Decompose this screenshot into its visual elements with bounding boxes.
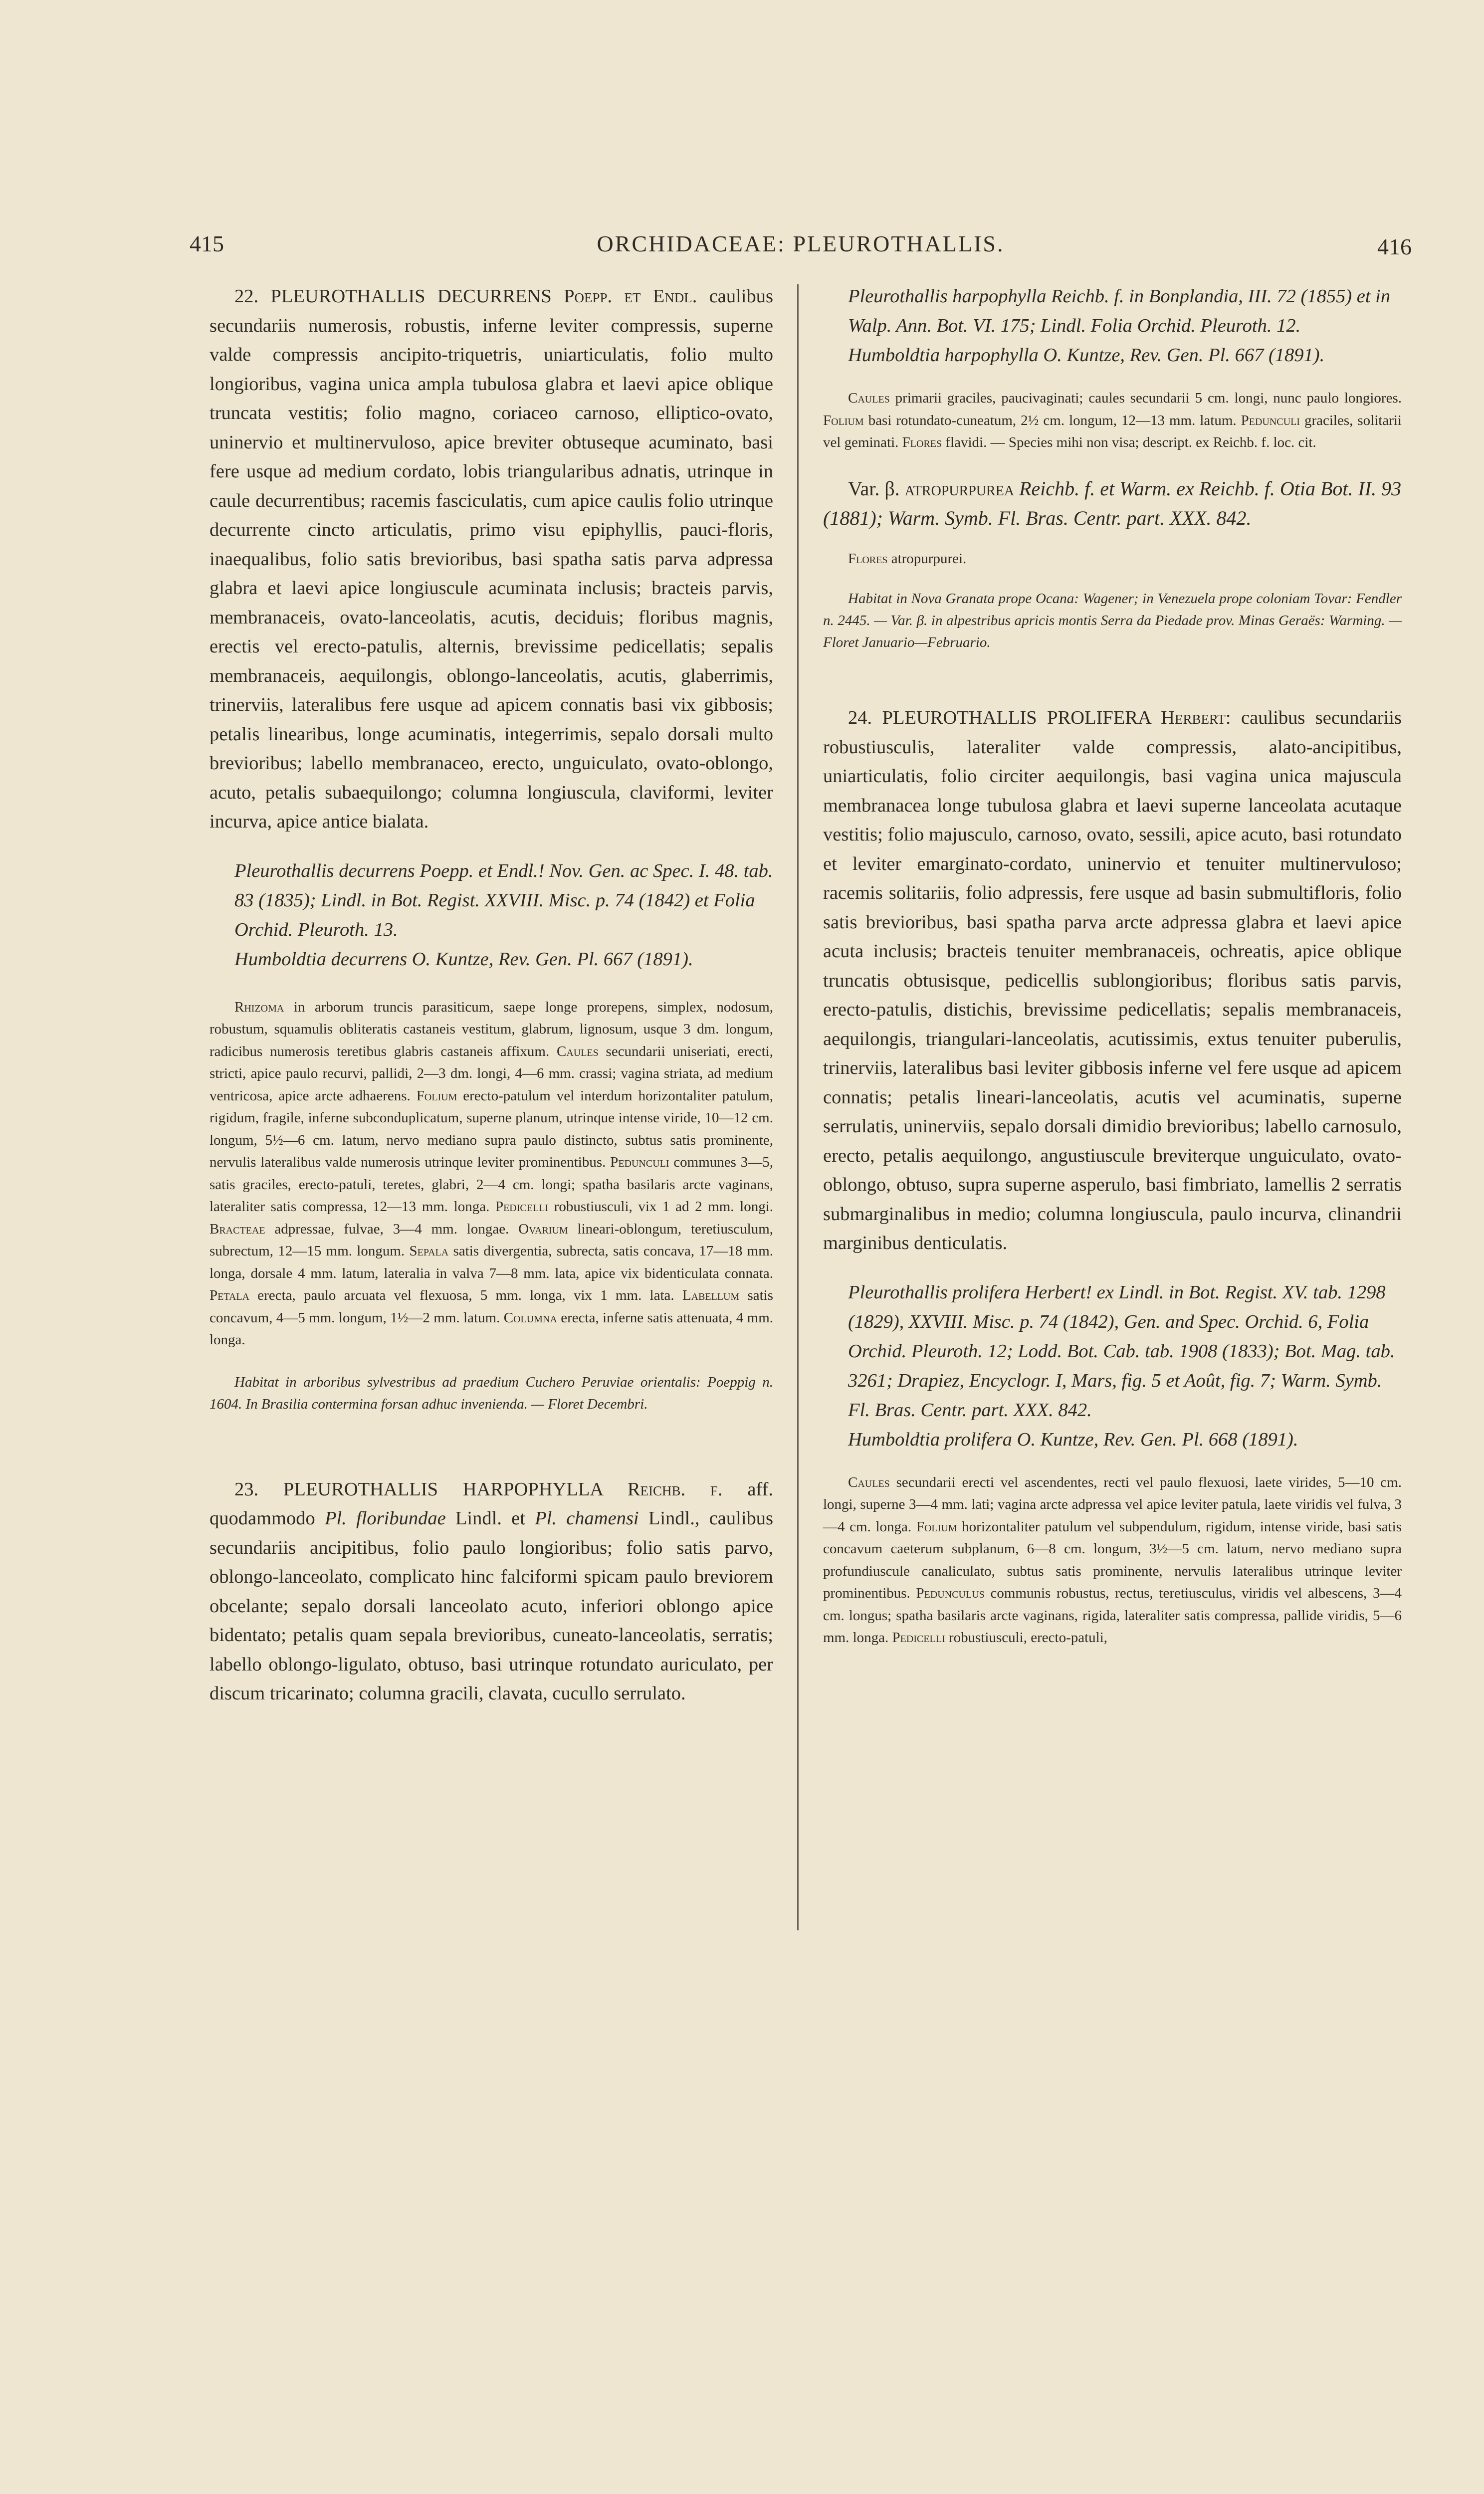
page-number-right: 416 <box>1377 234 1412 259</box>
variety-flores <box>823 548 1402 570</box>
caules-label: Caules <box>848 390 890 406</box>
species-24-author: Herbert <box>1161 707 1226 728</box>
variety-label: Var. β. <box>848 477 900 500</box>
variety-flores-text: atropurpurei. <box>891 550 967 567</box>
folium-label: Folium <box>416 1087 457 1104</box>
folium-label: Folium <box>916 1518 957 1535</box>
species-24-heading: 24. PLEUROTHALLIS PROLIFERA <box>848 707 1151 728</box>
variety-beta <box>823 474 1402 533</box>
running-title: ORCHIDACEAE: PLEUROTHALLIS. <box>597 231 1005 256</box>
species-24-details <box>823 1471 1402 1649</box>
sepala-label: Sepala <box>409 1243 449 1259</box>
rhizoma-text: in arborum truncis parasiticum, saepe longe prorepens, simplex, nodosum, robustum, squamulis obliteratis castaneis vestitum, glabrum, lignosum, usque 3 dm. longum, radicibus numerosis teretibus glabris castaneis affixum. <box>210 999 774 1059</box>
species-24-reference-1: Pleurothallis prolifera Herbert! ex Lindl. in Bot. Regist. XV. tab. 1298 (1829), XXVIII. Misc. p. 74 (1842), Gen. and Spec. Orchid. 6, Folia Orchid. Pleuroth. 12; Lodd. Bot. Cab. tab. 1908 (1833); Bot. Mag. tab. 3261; Drapiez, Encyclogr. I, Mars, fig. 5 et Août, fig. 7; Warm. Symb. Fl. Bras. Centr. part. XXX. 842. <box>848 1281 1395 1421</box>
species-24-reference-2: Humboldtia prolifera O. Kuntze, Rev. Gen. Pl. 668 (1891). <box>848 1429 1298 1450</box>
species-24-text: : caulibus secundariis robustiusculis, lateraliter valde compressis, alato-ancipitibus, uniarticulatis, folio circiter aequilongis, basi vagina unica majuscula membranacea longe tubulosa glabra et laevi superne lanceolata acutaque vestitis; folio majusculo, carnoso, ovato, sessili, apice acuto, basi rotundato et leviter emarginato-cordato, uninervio et tenuiter multinervuloso; racemis solitariis, folio adpressis, fere usque ad basin submultifloris, folio satis brevioribus, basi spatha parva arcte adpressa glabra et laevi apice acuta inclusis; bracteis tenuiter membranaceis, ochreatis, apice oblique truncatis obtusisque, pedicellis sublongioribus; floribus satis parvis, erecto-patulis, distichis, brevissime pedicellatis; sepalis membranaceis, aequilongis, triangulari-lanceolatis, acutissimis, extus tenuiter puberulis, trinerviis, lateralibus basi leviter gibbosis inferne vel fere usque ad apicem connatis; petalis lineari-lanceolatis, acutis vel acuminatis, superne serrulatis, uninerviis, sepalo dorsali dimidio brevioribus; labello carnosulo, erecto, petalis aequilongo, angustiuscule breviterque unguiculato, ovato-oblongo, obtuso, supra superne asperulo, basi fimbriato, lamellis 2 serratis submarginalibus in medio; columna longiuscula, paulo incurva, clinandrii marginibus denticulatis. <box>823 707 1402 1253</box>
pedicelli-text: robustiusculi, erecto-patuli, <box>948 1630 1108 1646</box>
species-23-text: Lindl., caulibus secundariis ancipitibus, folio paulo longioribus; folio satis parvo, oblongo-lanceolato, complicato hinc falciformi spicam paulo breviorem obcelante; sepalo dorsali lanceolato acuto, inferiori oblongo apice bidentato; petalis quam sepala brevioribus, cuneato-lanceolatis, serratis; labello oblongo-ligulato, obtuso, basi utrinque rotundato auriculato, per discum tricarinato; columna gracili, clavata, cucullo serrulato. <box>210 1508 774 1704</box>
petala-label: Petala <box>210 1287 250 1303</box>
pedicelli-text: robustiusculi, vix 1 ad 2 mm. longi. <box>554 1199 774 1215</box>
flores-text: flavidi. — Species mihi non visa; descript. ex Reichb. f. loc. cit. <box>945 434 1316 450</box>
rhizoma-label: Rhizoma <box>234 999 284 1015</box>
left-column <box>210 282 773 1708</box>
species-23-text-mid: Lindl. et <box>455 1508 525 1529</box>
species-22-details <box>210 996 773 1351</box>
species-23-description <box>210 1475 773 1708</box>
variety-flores-label: Flores <box>848 550 888 567</box>
folium-text: basi rotundato-cuneatum, 2½ cm. longum, 12—13 mm. latum. <box>868 412 1237 428</box>
bracteae-label: Bracteae <box>210 1221 265 1237</box>
labellum-text: satis concavum, 4—5 mm. longum, 1½—2 mm. latum. <box>210 1287 774 1326</box>
folium-label: Folium <box>823 412 864 428</box>
species-22-description <box>210 282 773 836</box>
caules-label: Caules <box>556 1043 599 1059</box>
folium-text: horizontaliter patulum vel subpendulum, rigidum, intense viride, basi satis concavum caeterum subplanum, 6—8 cm. longum, 3½—5 cm. latum, nervo mediano supra profundiuscule canaliculato, subtus satis prominente, nervulis lateralibus utrinque leviter prominentibus. <box>823 1518 1402 1601</box>
species-22-heading: 22. PLEUROTHALLIS DECURRENS <box>234 286 552 307</box>
running-header <box>190 230 1412 260</box>
bracteae-text: adpressae, fulvae, 3—4 mm. longae. <box>274 1221 509 1237</box>
species-22-reference-1: Pleurothallis decurrens Poepp. et Endl.! Nov. Gen. ac Spec. I. 48. tab. 83 (1835); Lindl. in Bot. Regist. XXVIII. Misc. p. 74 (1842) et Folia Orchid. Pleuroth. 13. <box>234 860 773 940</box>
species-23-compare-2: Pl. chamensi <box>535 1508 639 1529</box>
species-23-details <box>823 387 1402 454</box>
caules-text: primarii graciles, paucivaginati; caules secundarii 5 cm. longi, nunc paulo longiores. <box>895 390 1402 406</box>
pedunculi-label: Pedunculi <box>1241 412 1300 428</box>
species-23-heading: 23. PLEUROTHALLIS HARPOPHYLLA <box>234 1478 603 1500</box>
pedunculus-label: Pedunculus <box>916 1585 985 1601</box>
sepala-text: satis divergentia, subrecta, satis concava, 17—18 mm. longa, dorsale 4 mm. latum, lateralia in valva 7—8 mm. lata, apice vix bidenticulata connata. <box>210 1243 774 1281</box>
caules-text: secundarii uniseriati, erecti, stricti, apice paulo recurvi, pallidi, 2—3 dm. longi, 4—6 mm. crassi; vagina striata, ad medium ventricosa, apice arcte adhaerens. <box>210 1043 773 1104</box>
species-23-habitat: Habitat in Nova Granata prope Ocana: Wagener; in Venezuela prope coloniam Tovar: Fendler n. 2445. — Var. β. in alpestribus apricis montis Serra da Piedade prov. Minas Geraës: Warming. — Floret Januario—Februario. <box>823 591 1402 650</box>
variety-reference: Reichb. f. et Warm. ex Reichb. f. Otia Bot. II. 93 (1881); Warm. Symb. Fl. Bras. Centr. part. XXX. 842. <box>823 477 1402 529</box>
column-divider <box>797 284 799 1930</box>
species-22-reference-2: Humboldtia decurrens O. Kuntze, Rev. Gen. Pl. 667 (1891). <box>234 948 693 970</box>
caules-label: Caules <box>848 1474 890 1490</box>
ovarium-text: lineari-oblongum, teretiusculum, subrectum, 12—15 mm. longum. <box>210 1221 774 1259</box>
pedicelli-label: Pedicelli <box>892 1630 945 1646</box>
folium-text: erecto-patulum vel interdum horizontaliter patulum, rigidum, fragile, inferne subconduplicatum, superne planum, utrinque intense viride, 10—12 cm. longum, 5½—6 cm. latum, nervo mediano supra paulo distincto, subtus satis prominente, nervulis lateralibus valde numerosis utrinque leviter prominentibus. <box>210 1087 774 1170</box>
pedicelli-label: Pedicelli <box>495 1199 549 1215</box>
ovarium-label: Ovarium <box>518 1221 568 1237</box>
species-23-author: Reichb. f. <box>627 1478 723 1500</box>
columna-label: Columna <box>503 1309 557 1326</box>
species-23-reference-2: Humboldtia harpophylla O. Kuntze, Rev. Gen. Pl. 667 (1891). <box>848 345 1325 366</box>
petala-text: erecta, paulo arcuata vel flexuosa, 5 mm. longa, vix 1 mm. lata. <box>257 1287 674 1303</box>
variety-name: atropurpurea <box>904 477 1015 500</box>
species-24-description <box>823 703 1402 1258</box>
pedunculi-text: graciles, solitarii vel geminati. <box>823 412 1402 450</box>
species-22-text: caulibus secundariis numerosis, robustis, inferne leviter compressis, superne valde compressis ancipito-triquetris, uniarticulatis, folio multo longioribus, vagina unica ampla tubulosa glabra et laevi apice oblique truncata vestitis; folio magno, coriaceo carnoso, elliptico-ovato, uninervio et multinervuloso, apice breviter obtuseque acuminato, basi fere usque ad medium cordato, lobis triangularibus adnatis, utrinque in caule decurrentibus; racemis fasciculatis, cum apice caulis folio utrinque decurrente cincto articulatis, primo visu epiphyllis, pauci-floris, inaequalibus, folio satis brevioribus, basi spatha satis parva adpressa glabra et laevi apice longiuscule acuminata inclusis; bracteis parvis, membranaceis, ovato-lanceolatis, acutis, deciduis; floribus magnis, erectis vel erecto-patulis, alternis, brevissime pedicellatis; sepalis membranaceis, aequilongis, oblongo-lanceolatis, acutis, glaberrimis, trinerviis, lateralibus fere usque ad apicem connatis basi vix gibbosis; petalis linearibus, longe acuminatis, integerrimis, sepalo dorsali multo brevioribus; labello membranaceo, erecto, unguiculato, ovato-oblongo, acuto, petalis subaequilongo; columna longiuscula, claviformi, leviter incurva, apice antice bialata. <box>210 286 773 832</box>
caules-text: secundarii erecti vel ascendentes, recti vel paulo flexuosi, laete virides, 5—10 cm. longi, superne 3—4 mm. lati; vagina arcte adpressa vel apice leviter patula, laete viridis vel fulva, 3—4 cm. longa. <box>823 1474 1402 1535</box>
page-number-left: 415 <box>190 231 224 256</box>
pedunculi-label: Pedunculi <box>610 1154 669 1170</box>
species-22-habitat: Habitat in arboribus sylvestribus ad praedium Cuchero Peruviae orientalis: Poeppig n. 1604. In Brasilia contermina forsan adhuc invenienda. — Floret Decembri. <box>210 1374 773 1412</box>
species-23-reference-1: Pleurothallis harpophylla Reichb. f. in Bonplandia, III. 72 (1855) et in Walp. Ann. Bot. VI. 175; Lindl. Folia Orchid. Pleuroth. 12. <box>848 286 1391 336</box>
labellum-label: Labellum <box>682 1287 740 1303</box>
species-22-author: Poepp. et Endl. <box>564 286 697 307</box>
columna-text: erecta, inferne satis attenuata, 4 mm. longa. <box>210 1309 774 1348</box>
flores-label: Flores <box>902 434 942 450</box>
pedunculi-text: communes 3—5, satis graciles, erecto-patuli, teretes, glabri, 2—4 cm. longi; spatha basilaris arcte vaginans, lateraliter satis compressa, 12—13 mm. longa. <box>210 1154 773 1215</box>
species-23-text-pre: aff. quodammodo <box>210 1478 774 1529</box>
species-23-compare-1: Pl. floribundae <box>324 1508 446 1529</box>
right-column <box>823 282 1402 1649</box>
pedunculus-text: communis robustus, rectus, teretiusculus, viridis vel albescens, 3—4 cm. longus; spatha basilaris arcte vaginans, rigida, lateraliter satis compressa, pallide viridis, 5—6 mm. longa. <box>823 1585 1402 1646</box>
